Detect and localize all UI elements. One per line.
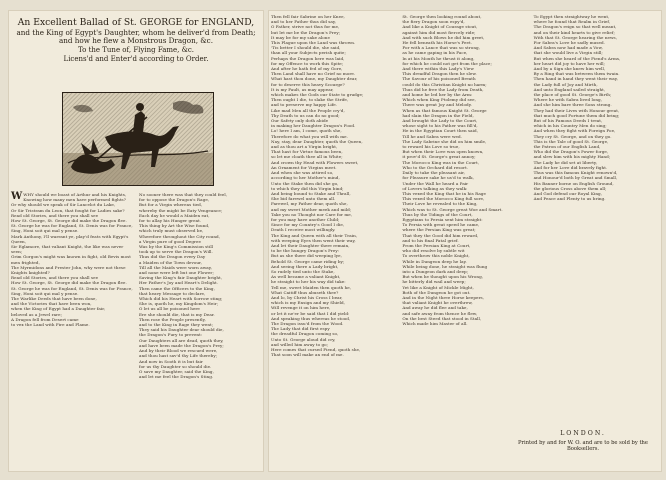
imprint <box>514 430 652 452</box>
verse-text: Then fell fair Sabrine on her Knee, and to her Father thus did say, O Father, strive not thus for me, but let me be the Dragon's Prey; It may be for my sake alone This Plague upon the Land was thrown. 'Tis better I should die, she said, than all your Subjects perish quite; Perhaps the Dragon here was laid, for my Offence to work this Spite; And after he hath fed of my Gore, Then Land shall have no Grief no more. What hast thou done, my Daughter dear, for to deserve this heavy Scourge? It is my Fault, as may appear, which makes the Gods our State to grudge; Then ought I die, to slake the Strife, and to preserve my happy Life. Like mad Men all the People cry'd, Thy Death to us can do no good; Our Safety only doth abide in making her Daughter Dragon's Food. Lo! here I am, I come, quoth she, Therefore do what you will with me. Nay, stay, dear Daughter, quoth the Queen, and as thou art a Virgin bright, That hast for Virtue famous been, so let me cloath thee all in White; And crown thy Head with Flowers sweet, An Ornament for Virgins meet. And when she was attired so, according to her Mother's mind, Unto the Stake then did she go, to which they did this Virgin bind; And being bound to Stake and Thrall, She bid farewel unto them all. <box>271 14 364 202</box>
woodcut-illustration <box>63 93 213 185</box>
imprint-place: LONDON. <box>560 430 606 437</box>
ballad-title: An Excellent Ballad of St. GEORGE for ENGLAND, <box>17 17 255 28</box>
text-column-4 <box>399 10 530 472</box>
ballad-sheet <box>8 10 662 472</box>
left-sheet <box>8 10 264 472</box>
text-column-5 <box>531 10 662 472</box>
text-column-3 <box>268 10 399 472</box>
verse-text: Thus was this famous Knight renown'd, and Honour'd both by Great and Small, His Banner borne on English Ground, the glorious Cross above them all; And God defend our Royal King, And Peace and Plenty to us bring. <box>533 170 618 202</box>
verse-text: WHY should we boast of Arthur and his Knights, Knowing how many men have performed fights? Or why should we speak of Sir Lancelot du Lake, Or Sir Tristram du Leon, that fought for Ladies sake? Read old Stories, and there you shall see How St. George, St. George did make the Dragon flee. St. George he was for England, St. Denis was for France, Sing, Honi soit qui mal y pense. Mark Anthony, I'll warrant ye, play'd feats with Egypt's Queen, Sir Eglamore, that valiant Knight, the like was never seen; Grim Gorgon's might was known in fight, old Bevis most men frighted, The Myrmidons and Prester John, why were not these Knights knighted? Read old Stories, and there you shall see How St. George, St. George did make the Dragon flee. St. George he was for England, St. Denis was for France, Sing, Honi soit qui mal y pense. The Warlike Deeds that have been done, and the Victories that have been won, when the King of Egypt had a Daughter fair, beloved as a Jewel rare; A Dragon fell from Desert came to vex the Land with Fire and Flame. <box>11 192 133 328</box>
text-column-1 <box>8 188 136 466</box>
drop-cap: W <box>11 191 23 202</box>
ballad-title-line-3: and how he flew a Monstrous Dragon, &c. <box>59 36 213 45</box>
verse-text: To Egypt then straightway he went, where he found that Realm in Grief, The Dragon's reign so that well meant, and on their kind hearts to give relief; With that St. George hearing the news, For Sabra's Love he sadly mused. And Sabra now had made a Vow, that she would live a Virgin still; But when she heard of the Fiend's Arms, her heart did joy to have her will; And by a Sign she knew him well, By a Ring that was between them twain. Then hand in hand they went their way, the Lady full of Joy and Mirth, And unto England sailed straight, the place of good St. George's Birth; Where he with Sabra lived long, And she him bare three Sons strong. They had their Lives with Honour great, that much good Fortune them did bring; But of his Famous Deeds I treat, which in his Country Men do sing; And when they fight with Foreign Foe, They cry St. George, and on they go. This is the Tale of good St. George, the Patron of our English Land, Who did the Dragon's Power forge, and slew him with his mighty Hand; The Lady he did set at liberty, And for her Love did bravely fight. <box>533 14 621 170</box>
verse-text: Daily to take the pleasant air, for Pleasure sake he us'd to walk, Under the Wall he heard a Pair of Lovers talking as they walk: This vexed the King that he in his Rage This vexed the Morocco King full sore, Their Love he revealed to the King, Which was to St. George great Woe and Smart. Thus by the Tidings of the Court, Egyptians to Persia sent him straight: To Persia with great speed he came, where the Persian King was great; That they the Good did him reward, and to his final Fatal grief. From the Persian King at Court, who did resolve by subtle wit To overthrow this noble Knight, While in Dungeon deep he lay. While being done, he straight was flung into a Dungeon dark and deep; But when he thought upon his Wrong, he bitterly did wail and weep; Yet like a Knight of Mickle Might, Both of the Dungeon he got out. And in the Night three Horse keepers, that valiant Knight he overthrew, And away he did flee and take, and safe away from thence he flew, On the best Steed that stood in Stall, Which made him Master of all. <box>402 170 503 326</box>
st-george-woodcut <box>62 92 214 186</box>
right-sheet <box>268 10 662 472</box>
verse-text: St. George then looking round about, the fiery Dragon soon espy'd, And like a Knight of Courage stout, against him did most fiercely ride; And with such Blows he did him greet, He fell beneath his Horse's Feet. For with a Lance that was so strong, as he came gaping in his Face, In at his Mouth he thrust it along, for which he could not get from the place; And there within this Lady's View This dreadful Dragon then he slew. The Savour of his poisoned Breath could do this Christian Knight no harm; Thus did he free the Lady from Death, and home he led her by the Arm: Which when King Ptolemy did see, There was great Joy and Melody. When as that famous Knight St. George had slain the Dragon in the Field, And brought the Lady to the Court, whose sight to his Father was fill'd, He in the Egyptian Court then said, Till he and Sabra were wed. The Lady Sabrine she did on him smile, to reward his Love so true, But when their Love was open known, it prov'd St. George's great annoy; The Morocco King was in the Court, Who to the Orchard did resort. <box>402 14 492 170</box>
verse-text: Farewel, my Father dear, quoth she, and my sweet Mother meek and mild; Take you no Thought nor Care for me, for you may have another Child; Since for my Country's Good I die, Death I receive most willingly. The King and Queen with all their Train, with weeping Eyes then went their way, And let their Daughter there remain, to be the hungry Dragon's Prey: But as she there did weeping lye, Behold St. George came riding by; And seeing there a Lady bright, So rudely tied unto the Stake, As well became a valiant Knight, he straight to her his way did take: Tell me, sweet Maiden then quoth he, What Caitiff thus abuseth thee? And lo, by Christ his Cross I bear, which is my Ensign and my Shield, Will revenge it on him here, or let it ne'er be said that I did yield: And speaking thus whereas he stood, The Dragon issu'd from the Wood. The Lady that did first espy the dreadful Dragon coming so, Unto St. George aloud did cry, and willed him away to go; Here comes that cursed Fiend, quoth she, That soon will make an end of me. <box>271 201 361 358</box>
verse-text: No sooner there was that they could feel, for to oppose the Dragon's Rage, But for a Virgin whereas tied, whereby the might be Eaty Vengeance; Each day he would a Maiden eat, for to allay his Hunger great. This thing by Art the Wise found, which truly must observed be, Wherefore throughout the City round, a Virgin pure of good Degree Was by the King's Commission still took up to serve the Dragon's Will. Thus did the Dragon every Day a Maiden of the Town devour, Till all the Maids were worn away, and none were left but one Flower; Saving the King's fair Daughter bright, Her Father's Joy and Heart's Delight. Then came the Officers to the King, that heavy Message to declare, Which did his Heart with Sorrow sting; She is, quoth he, my Kingdom's Heir; O let us all be poisoned here Ere she should die, that is my Dear. Then rose the People presently, and to the King in Rage they went; They said his Daughter dear should die, the Dragon's Fury to prevent: Our Daughters all are dead, quoth they, and have been made the Dragon's Prey; And by their Blood we rescued were, and thou hast sav'd thy Life thereby; And now in Sooth it is but fair for us thy Daughter so should die. O save my Daughter, said the King, and let me feel the Dragon's Sting. <box>139 192 228 380</box>
ballad-title-line-2: and the King of Egypt's Daughter, whom he deliver'd from Death; <box>16 28 256 37</box>
text-column-2 <box>136 188 264 466</box>
ballad-tune: To the Tune of, Flying Fame, &c. <box>78 46 194 54</box>
ballad-license-note: Licens'd and Enter'd according to Order. <box>63 55 209 63</box>
left-text-columns <box>8 188 264 466</box>
imprint-printer: Printed by and for W. O. and are to be sold by the Booksellers. <box>518 440 648 452</box>
